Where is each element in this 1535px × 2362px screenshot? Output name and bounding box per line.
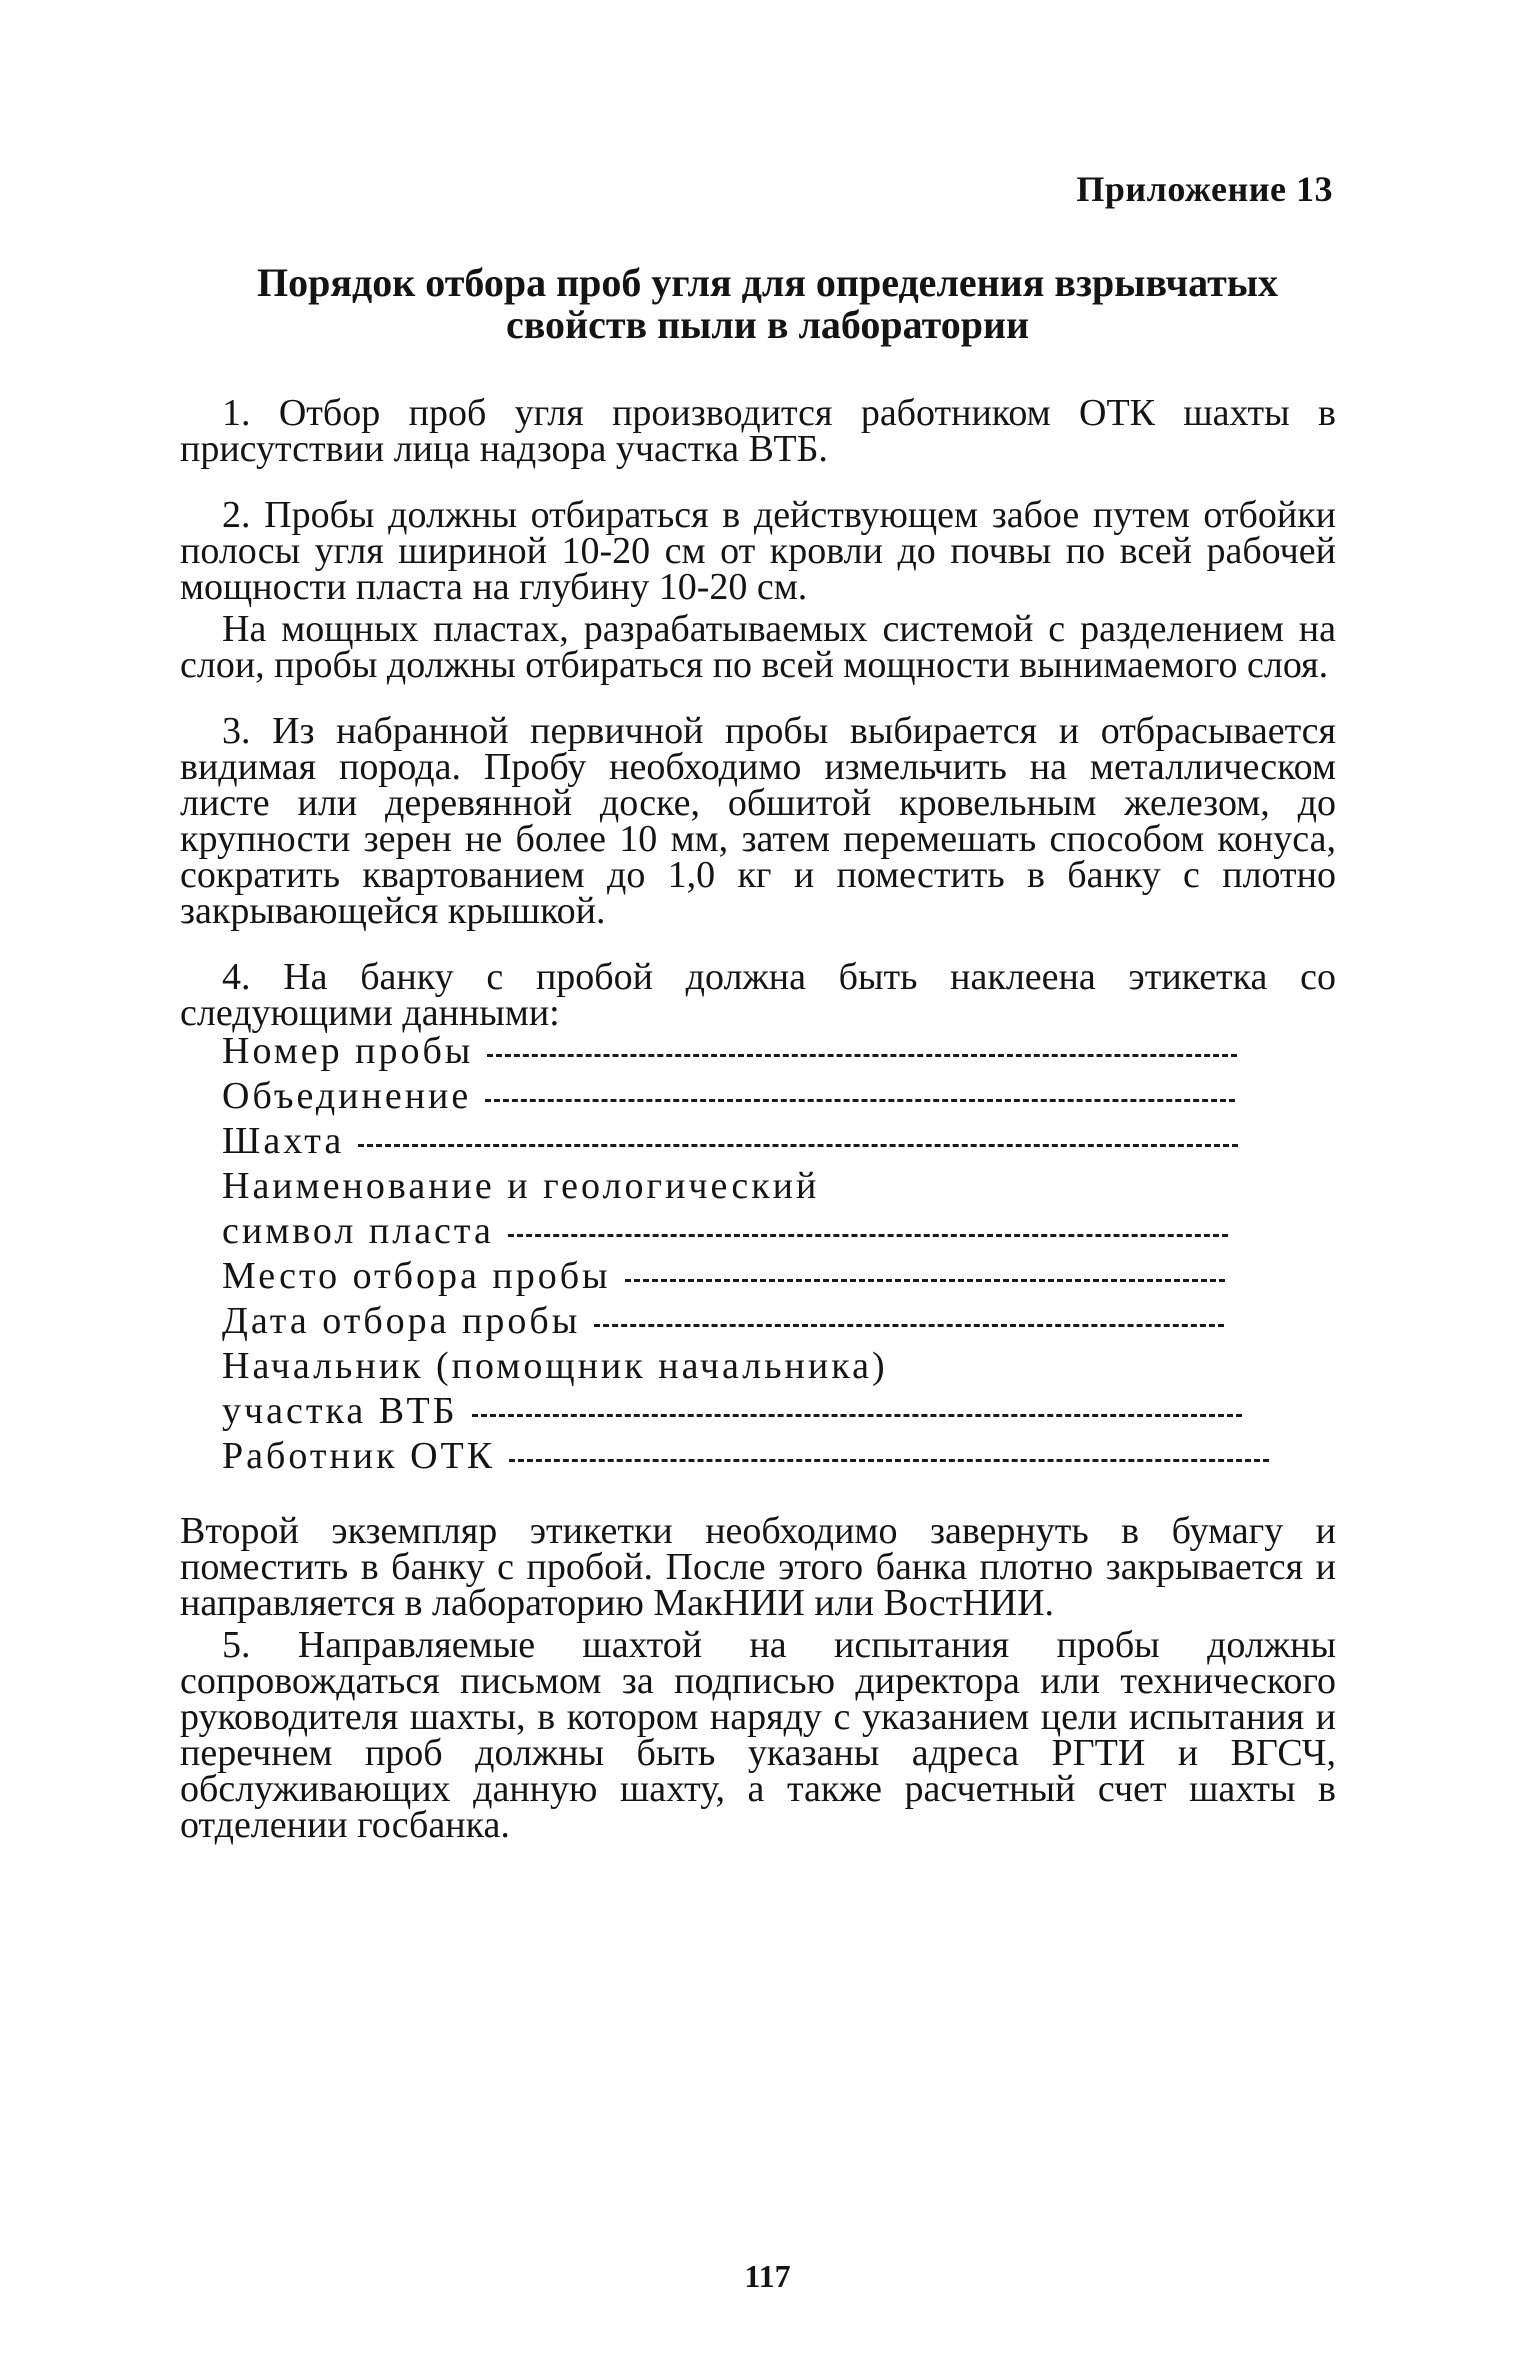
page-number: 117: [744, 2258, 791, 2294]
title-line-2: свойств пыли в лаборатории: [505, 302, 1030, 347]
form-blank-line: [625, 1279, 1225, 1282]
form-label-mine: Шахта: [222, 1120, 345, 1162]
form-label-chief: Начальник (помощник начальника): [222, 1345, 888, 1387]
paragraph-4b: Второй экземпляр этикетки необходимо завернуть в бумагу и поместить в банку с пробой. После этого банка плотно закрывается и направляется в лабораторию МакНИИ или ВостНИИ.: [180, 1510, 1336, 1624]
form-row-sample-number: [222, 1030, 1282, 1078]
form-label-seam-name: Наименование и геологический: [222, 1165, 820, 1207]
form-blank-line: [485, 1099, 1235, 1102]
document-title: [160, 262, 1375, 346]
form-row-sampling-place: [222, 1255, 1282, 1303]
paragraph-5: 5. Направляемые шахтой на испытания пробы должны сопровождаться письмом за подписью директора или технического руководителя шахты, в котором наряду с указанием цели испытания и перечнем проб должны быть указаны адреса РГТИ и ВГСЧ, обслуживающих данную шахту, а также расчетный счет шахты в отделении госбанка.: [180, 1624, 1336, 1846]
form-blank-line: [509, 1459, 1269, 1462]
title-line-1: Порядок отбора проб угля для определения взрывчатых: [256, 260, 1278, 305]
form-label-sample-number: Номер пробы: [222, 1030, 474, 1072]
form-blank-line: [594, 1324, 1224, 1327]
paragraph-3: 3. Из набранной первичной пробы выбирается и отбрасывается видимая порода. Пробу необходимо измельчить на металлическом листе или деревянной доске, обшитой кровельным железом, до крупности зерен не более 10 мм, затем перемешать способом конуса, сократить квартованием до 1,0 кг и поместить в банку с плотно закрывающейся крышкой.: [180, 710, 1336, 932]
form-label-site-vtb: участка ВТБ: [222, 1390, 458, 1432]
form-label-sampling-date: Дата отбора пробы: [222, 1300, 581, 1342]
form-label-association: Объединение: [222, 1075, 472, 1117]
form-row-seam-symbol: [222, 1210, 1282, 1258]
form-row-association: [222, 1075, 1282, 1123]
form-row-mine: [222, 1120, 1282, 1168]
document-body: [180, 392, 1336, 1846]
form-row-seam-name: [222, 1165, 1282, 1213]
paragraph-2b: На мощных пластах, разрабатываемых системой с разделением на слои, пробы должны отбираться по всей мощности вынимаемого слоя.: [180, 608, 1336, 686]
form-row-sampling-date: [222, 1300, 1282, 1348]
form-row-site-vtb: [222, 1390, 1282, 1438]
form-row-chief: [222, 1345, 1282, 1393]
form-label-otk-worker: Работник ОТК: [222, 1435, 496, 1477]
appendix-label: Приложение 13: [1076, 169, 1333, 209]
form-blank-line: [508, 1234, 1228, 1237]
form-blank-line: [487, 1054, 1237, 1057]
form-blank-line: [358, 1144, 1238, 1147]
label-form: [222, 1030, 1336, 1483]
paragraph-1: 1. Отбор проб угля производится работником ОТК шахты в присутствии лица надзора участка ВТБ.: [180, 392, 1336, 470]
form-blank-line: [472, 1414, 1242, 1417]
paragraph-4: 4. На банку с пробой должна быть наклеена этикетка со следующими данными:: [180, 956, 1336, 1034]
form-label-sampling-place: Место отбора пробы: [222, 1255, 611, 1297]
form-label-seam-symbol: символ пласта: [222, 1210, 494, 1252]
form-row-otk-worker: [222, 1435, 1282, 1483]
paragraph-2: 2. Пробы должны отбираться в действующем забое путем отбойки полосы угля шириной 10-20 см от кровли до почвы по всей рабочей мощности пласта на глубину 10-20 см.: [180, 494, 1336, 608]
